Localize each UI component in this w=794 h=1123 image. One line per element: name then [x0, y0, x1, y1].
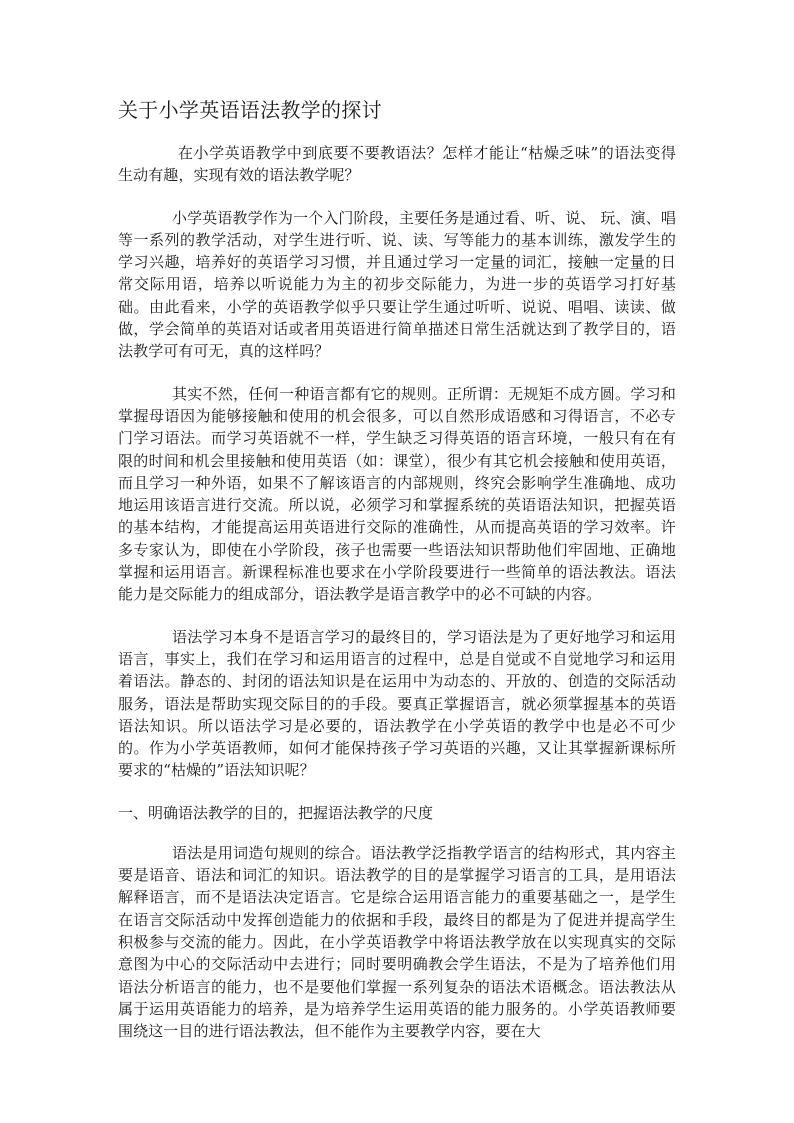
body-paragraph-3: 语法学习本身不是语言学习的最终目的，学习语法是为了更好地学习和运用语言，事实上，我们在学习和运用语言的过程中，总是自觉或不自觉地学习和运用着语法。静态的、封闭的语法知识是在运用中为动态的、开放的、创造的交际活动服务，语法是帮助实现交际目的的手段。要真正掌握语言，就必须掌握基本的英语语法知识。所以语法学习是必要的，语法教学在小学英语的教学中也是必不可少的。作为小学英语教师，如何才能保持孩子学习英语的兴趣，又让其掌握新课标所要求的“枯燥的”语法知识呢？ — [118, 627, 676, 780]
section-heading-1: 一、明确语法教学的目的，把握语法教学的尺度 — [118, 803, 434, 822]
document-title: 关于小学英语语法教学的探讨 — [118, 98, 382, 122]
document-page — [118, 96, 676, 1042]
section-1-paragraph: 语法是用词造句规则的综合。语法教学泛指教学语言的结构形式，其内容主要是语音、语法和词汇的知识。语法教学的目的是掌握学习语言的工具，是用语法解释语言，而不是语法决定语言。它是综合运用语言能力的重要基础之一，是学生在语言交际活动中发挥创造能力的依据和手段，最终目的都是为了促进并提高学生积极参与交流的能力。因此，在小学英语教学中将语法教学放在以实现真实的交际意图为中心的交际活动中去进行；同时要明确教会学生语法，不是为了培养他们用语法分析语言的能力，也不是要他们掌握一系列复杂的语法术语概念。语法教法从属于运用英语能力的培养，是为培养学生运用英语的能力服务的。小学英语教师要围绕这一目的进行语法教法，但不能作为主要教学内容，要在大 — [118, 843, 676, 1041]
body-paragraph-2: 其实不然，任何一种语言都有它的规则。正所谓：无规矩不成方圆。学习和掌握母语因为能够接触和使用的机会很多，可以自然形成语感和习得语言，不必专门学习语法。而学习英语就不一样，学生缺乏习得英语的语言环境，一般只有在有限的时间和机会里接触和使用英语（如：课堂），很少有其它机会接触和使用英语，而且学习一种外语，如果不了解该语言的内部规则，终究会影响学生准确地、成功地运用该语言进行交流。所以说，必须学习和掌握系统的英语语法知识，把握英语的基本结构，才能提高运用英语进行交际的准确性，从而提高英语的学习效率。许多专家认为，即使在小学阶段，孩子也需要一些语法知识帮助他们牢固地、正确地掌握和运用语言。新课程标准也要求在小学阶段要进行一些简单的语法教法。语法能力是交际能力的组成部分，语法教学是语言教学中的必不可缺的内容。 — [118, 384, 676, 604]
body-paragraph-1: 小学英语教学作为一个入门阶段，主要任务是通过看、听、说、 玩、演、唱等一系列的教学活动，对学生进行听、说、读、写等能力的基本训练，激发学生的学习兴趣，培养好的英语学习习惯，并且通过学习一定量的词汇，接触一定量的日常交际用语，培养以听说能力为主的初步交际能力，为进一步的英语学习打好基础。由此看来，小学的英语教学似乎只要让学生通过听听、说说、唱唱、读读、做做，学会简单的英语对话或者用英语进行简单描述日常生活就达到了教学目的，语法教学可有可无，真的这样吗？ — [118, 208, 676, 361]
intro-paragraph: 在小学英语教学中到底要不要教语法？怎样才能让“枯燥乏味”的语法变得生动有趣，实现有效的语法教学呢？ — [118, 144, 676, 185]
